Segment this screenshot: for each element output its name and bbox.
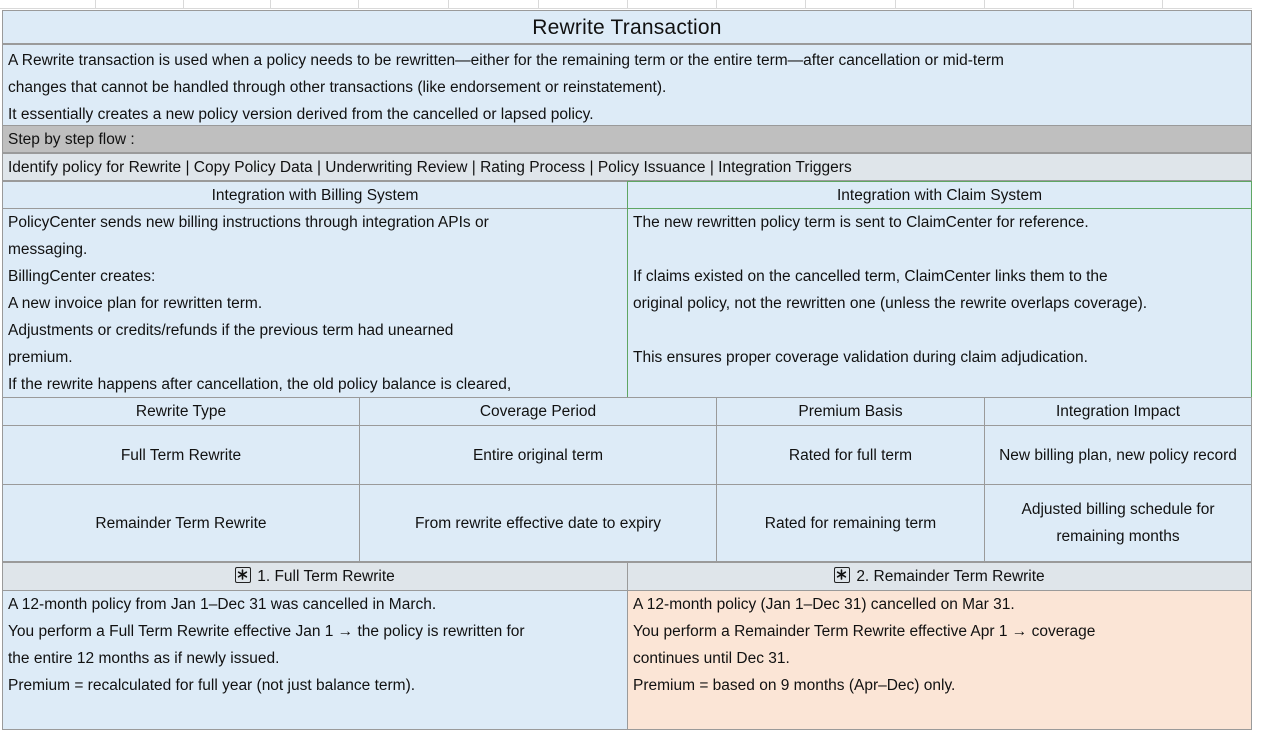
billing-body[interactable] (2, 208, 628, 398)
billing-line: Adjustments or credits/refunds if the previous term had unearned (8, 322, 454, 339)
gridline (805, 0, 806, 8)
claim-line: If claims existed on the cancelled term, ClaimCenter links them to the (633, 268, 1108, 285)
gridline (716, 0, 717, 8)
claim-line (633, 317, 1246, 344)
claim-line: The new rewritten policy term is sent to ClaimCenter for reference. (633, 214, 1089, 231)
gridline (627, 0, 628, 8)
gridline (270, 0, 271, 8)
billing-line: A new invoice plan for rewritten term. (8, 295, 263, 312)
example-line: Premium = based on 9 months (Apr–Dec) only. (633, 677, 956, 694)
table-cell[interactable]: Remainder Term Rewrite (2, 484, 360, 562)
table-header[interactable]: Rewrite Type (2, 397, 360, 426)
page-title[interactable]: Rewrite Transaction (2, 10, 1252, 44)
empty-sheet-area[interactable] (1252, 0, 1280, 720)
claim-body[interactable] (627, 208, 1252, 398)
gridline (895, 0, 896, 8)
gridline (448, 0, 449, 8)
step-flow[interactable]: Identify policy for Rewrite | Copy Policy Data | Underwriting Review | Rating Process | Policy Issuance | Integration Triggers (2, 153, 1252, 181)
example-line: continues until Dec 31. (633, 650, 790, 667)
table-header[interactable]: Premium Basis (716, 397, 985, 426)
full-term-heading-label: 1. Full Term Rewrite (257, 568, 395, 585)
remainder-term-heading[interactable] (627, 562, 1252, 591)
step-heading[interactable]: Step by step flow : (2, 125, 1252, 153)
gridline (538, 0, 539, 8)
claim-line: This ensures proper coverage validation during claim adjudication. (633, 349, 1088, 366)
example-line: the entire 12 months as if newly issued. (8, 650, 280, 667)
intro-line: It essentially creates a new policy version derived from the cancelled or lapsed policy. (8, 106, 594, 123)
gridline (0, 8, 1280, 9)
table-header[interactable]: Integration Impact (984, 397, 1252, 426)
gridline (183, 0, 184, 8)
billing-line: messaging. (8, 241, 88, 258)
intro-line: A Rewrite transaction is used when a policy needs to be rewritten—either for the remaining term or the entire term—after cancellation or mid-term (8, 52, 1004, 69)
asterisk-box-icon (235, 567, 251, 583)
billing-line: BillingCenter creates: (8, 268, 156, 285)
example-line: A 12-month policy (Jan 1–Dec 31) cancelled on Mar 31. (633, 596, 1015, 613)
billing-heading[interactable]: Integration with Billing System (2, 181, 628, 209)
gridline (95, 0, 96, 8)
gridline (1162, 0, 1163, 8)
remainder-term-example[interactable] (627, 590, 1252, 730)
full-term-heading[interactable] (2, 562, 628, 591)
table-cell[interactable]: Adjusted billing schedule for remaining months (984, 484, 1252, 562)
example-line: You perform a Remainder Term Rewrite effective Apr 1 → coverage (633, 623, 1096, 640)
table-header[interactable]: Coverage Period (359, 397, 717, 426)
claim-line: original policy, not the rewritten one (unless the rewrite overlaps coverage). (633, 295, 1148, 312)
example-line: Premium = recalculated for full year (not just balance term). (8, 677, 416, 694)
gridline (358, 0, 359, 8)
intro-cell[interactable] (2, 44, 1252, 126)
billing-line: premium. (8, 349, 73, 366)
table-cell[interactable]: Entire original term (359, 425, 717, 485)
table-cell[interactable]: New billing plan, new policy record (984, 425, 1252, 485)
remainder-term-heading-label: 2. Remainder Term Rewrite (856, 568, 1045, 585)
table-cell[interactable]: From rewrite effective date to expiry (359, 484, 717, 562)
billing-line: PolicyCenter sends new billing instructions through integration APIs or (8, 214, 489, 231)
intro-line: changes that cannot be handled through other transactions (like endorsement or reinstatement). (8, 79, 667, 96)
table-cell[interactable]: Full Term Rewrite (2, 425, 360, 485)
example-line: A 12-month policy from Jan 1–Dec 31 was cancelled in March. (8, 596, 437, 613)
table-cell[interactable]: Rated for remaining term (716, 484, 985, 562)
example-line: You perform a Full Term Rewrite effective Jan 1 → the policy is rewritten for (8, 623, 525, 640)
full-term-example[interactable] (2, 590, 628, 730)
asterisk-box-icon (834, 567, 850, 583)
claim-heading[interactable]: Integration with Claim System (627, 181, 1252, 209)
table-cell[interactable]: Rated for full term (716, 425, 985, 485)
gridline (984, 0, 985, 8)
gridline (1073, 0, 1074, 8)
billing-line: If the rewrite happens after cancellation, the old policy balance is cleared, (8, 376, 512, 393)
claim-line (633, 236, 1246, 263)
